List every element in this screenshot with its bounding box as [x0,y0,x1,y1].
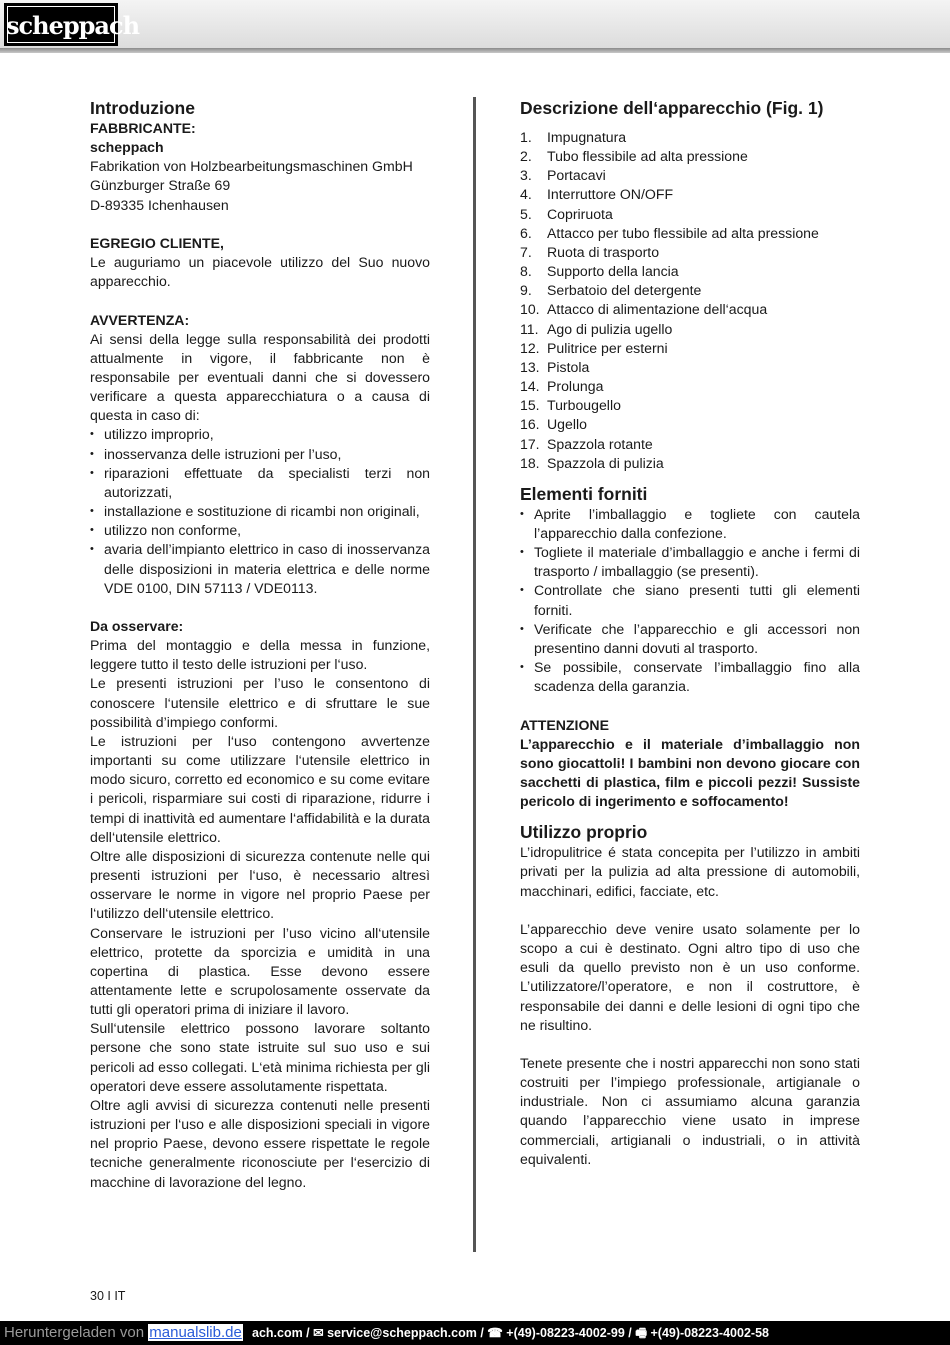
item-label: Ugello [547,416,587,433]
item-label: Impugnatura [547,129,627,145]
list-item [520,185,860,204]
right-column [520,97,860,1169]
supplied-list [520,505,860,697]
item-number: 4. [520,186,532,203]
item-label: Pistola [547,358,590,375]
item-label: Prolunga [547,378,604,395]
list-item: • riparazioni effettuate da specialisti terzi non autorizzati, [90,464,430,502]
observe-paragraph: Le istruzioni per l‘uso contengono avvertenze importanti su come utilizzare l‘utensile elettrico in modo sicuro, corretto ed economico e su come evitare i pericoli, risparmiare sui costi di riparazione, ridurre i tempi di inattività ed aumentare l‘affidabilità e la durata dell‘utensile elettrico. [90,732,430,845]
introduction-heading: Introduzione [90,98,195,118]
list-item: • Verificate che l’apparecchio e gli accessori non presentino danni dovuti al trasporto. [520,620,860,658]
list-item [520,320,860,339]
item-label: Tubo flessibile ad alta pressione [547,148,748,165]
item-number: 7. [520,243,532,260]
address-line: Günzburger Straße 69 [90,177,231,194]
item-number: 2. [520,148,532,165]
observe-label: Da osservare: [90,618,184,635]
list-item: • Aprite l’imballaggio e togliete con cautela l’apparecchio dalla confezione. [520,505,860,543]
item-number: 14. [520,378,540,395]
item-number: 10. [520,301,540,318]
item-number: 12. [520,339,540,356]
item-number: 6. [520,224,532,241]
greeting-label: EGREGIO CLIENTE, [90,234,224,251]
list-item [520,339,860,358]
observe-paragraph: Oltre agli avvisi di sicurezza contenuti nelle presenti istruzioni per l‘uso e alle disposizioni speciali in vigore nel proprio Paese, devono essere rispettate le regole tecniche generalmente riconosciute per l‘esercizio di macchine di lavorazione del legno. [90,1096,430,1190]
item-label: Attacco per tubo flessibile ad alta pressione [547,224,819,241]
list-item: • avaria dell’impianto elettrico in caso di inosservanza delle disposizioni in materia elettrica e delle norme VDE 0100, DIN 57113 / VDE0113. [90,540,430,597]
list-item: • utilizzo non conforme, [90,521,430,540]
attention-text: L’apparecchio e il materiale d’imballaggio non sono giocattoli! I bambini non devono giocare con sacchetti di plastica, film e piccoli pezzi! Sussiste pericolo di ingerimento e soffocamento! [520,735,860,810]
list-item [520,224,860,243]
item-number: 5. [520,205,532,222]
item-number: 13. [520,358,540,375]
list-item: • installazione e sostituzione di ricambi non originali, [90,502,430,521]
item-label: Attacco di alimentazione dell‘acqua [547,301,768,318]
manualslib-link[interactable]: manualslib.de [149,1324,242,1341]
description-heading: Descrizione dell‘apparecchio (Fig. 1) [520,98,824,118]
item-number: 1. [520,129,532,145]
observe-paragraph: Oltre alle disposizioni di sicurezza contenute nelle qui presenti istruzioni per l‘uso, è necessario altresì osservare le norme in vigore nel proprio Paese per l‘utilizzo dell‘utensile elettrico. [90,847,430,922]
list-item [520,166,860,185]
observe-paragraph: Sull‘utensile elettrico possono lavorare soltanto persone che sono state istruite sul suo uso e sui pericoli ad esso collegati. L‘età minima richiesta per gli operatori deve essere assolutamente rispettata. [90,1020,430,1094]
observe-paragraph: Le presenti istruzioni per l’uso le consentono di conoscere l‘utensile elettrico e di sfruttare le sue possibilità d’impiego conformi. [90,675,430,730]
item-number: 9. [520,282,532,299]
item-label: Interruttore ON/OFF [547,186,674,203]
footer-bar [0,1321,950,1345]
greeting-text: Le auguriamo un piacevole utilizzo del Suo nuovo apparecchio. [90,254,430,290]
download-source [4,1322,243,1344]
column-divider [473,97,476,1252]
list-item [520,454,860,473]
list-item [520,262,860,281]
header-bar [0,0,950,48]
item-label: Serbatoio del detergente [547,282,702,299]
warning-label: AVVERTENZA: [90,311,190,328]
list-item [520,243,860,262]
item-number: 16. [520,416,540,433]
list-item [520,396,860,415]
item-number: 17. [520,435,540,452]
item-number: 3. [520,167,532,184]
list-item: • Togliete il materiale d’imballaggio e anche i fermi di trasporto / imballaggio (se presenti). [520,543,860,581]
intended-use-heading: Utilizzo proprio [520,822,648,843]
use-paragraph: Tenete presente che i nostri apparecchi non sono stati costruiti per l’impiego professionale, artigianale o industriale. Non ci assumiamo alcuna garanzia quando l’apparecchio viene usato in imprese commerciali, artigianali o industriali, o in attività equivalenti. [520,1054,860,1167]
parts-list [520,128,860,473]
use-paragraph: L’apparecchio deve venire usato solamente per lo scopo a cui è destinato. Ogni altro tipo di uso che esuli da quello previsto non è un uso conforme. L’utilizzatore/l’operatore, e non il costruttore, è responsabile dei danni e delle lesioni di ogni tipo che ne risultino. [520,920,860,1033]
observe-paragraph: Prima del montaggio e della messa in funzione, leggere tutto il testo delle istruzioni per l‘uso. [90,637,430,673]
manufacturer-name: scheppach [90,139,164,156]
list-item [520,415,860,434]
scheppach-logo: scheppach [4,3,118,46]
download-prefix: Heruntergeladen von [4,1324,145,1341]
list-item [520,358,860,377]
warning-list [90,425,430,597]
item-number: 11. [520,320,539,337]
item-number: 15. [520,397,540,414]
item-label: Spazzola rotante [547,435,653,452]
list-item: • Se possibile, conservate l’imballaggio fino alla scadenza della garanzia. [520,658,860,696]
item-label: Turbougello [547,397,621,414]
item-label: Ruota di trasporto [547,243,660,260]
item-number: 18. [520,454,540,471]
item-label: Copriruota [547,205,613,222]
item-label: Portacavi [547,167,606,184]
header-rule [0,48,950,53]
page-number: 30 I IT [90,1289,126,1303]
address-line: Fabrikation von Holzbearbeitungsmaschinen GmbH [90,158,413,175]
supplied-heading: Elementi forniti [520,483,648,504]
list-item [520,128,860,147]
observe-paragraph: Conservare le istruzioni per l’uso vicino all‘utensile elettrico, protette da sporcizia e umidità in una copertina di plastica. Esse devono essere attentamente lette e scrupolosamente osservate da tutti gli operatori prima di iniziare il lavoro. [90,924,430,1018]
manufacturer-label: FABBRICANTE: [90,120,196,136]
list-item [520,300,860,319]
item-label: Ago di pulizia ugello [547,320,673,337]
use-paragraph: L’idropulitrice é stata concepita per l’utilizzo in ambiti privati per la pulizia ad alta pressione di automobili, macchinari, edifici, facciate, etc. [520,844,860,899]
list-item [520,147,860,166]
item-number: 8. [520,263,532,280]
address-line: D-89335 Ichenhausen [90,196,229,213]
left-column [90,97,430,1192]
list-item [520,205,860,224]
contact-line: ach.com / ✉ service@scheppach.com / ☎ +(49)-08223-4002-99 / 🖷 +(49)-08223-4002-58 [252,1326,769,1340]
list-item: • utilizzo improprio, [90,425,430,444]
item-label: Spazzola di pulizia [547,454,664,471]
warning-text: Ai sensi della legge sulla responsabilità dei prodotti attualmente in vigore, il fabbricante non è responsabile per eventuali danni che si dovessero verificare a questa apparecchiatura o a causa di questa in caso di: [90,330,430,424]
list-item: • Controllate che siano presenti tutti gli elementi forniti. [520,581,860,619]
list-item [520,377,860,396]
attention-label: ATTENZIONE [520,716,609,733]
list-item [520,435,860,454]
item-label: Supporto della lancia [547,263,679,280]
item-label: Pulitrice per esterni [547,339,668,356]
list-item: • inosservanza delle istruzioni per l’uso, [90,445,430,464]
list-item [520,281,860,300]
